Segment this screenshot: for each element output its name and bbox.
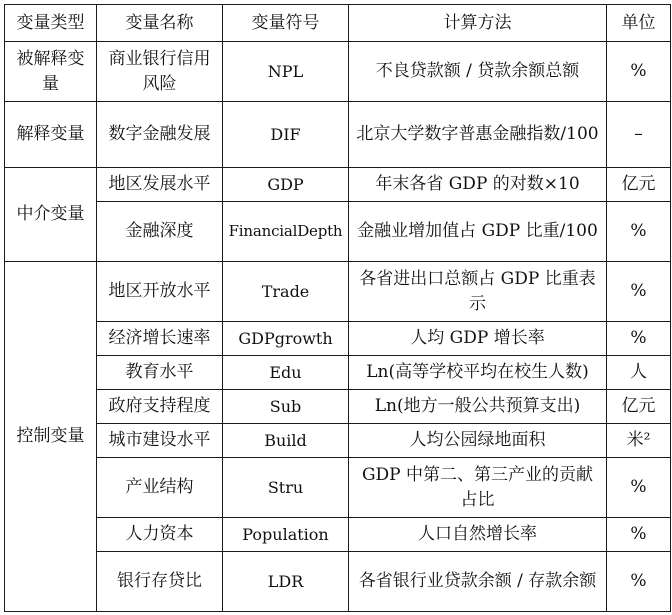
table-row — [5, 202, 671, 262]
calculation-method-cell: 各省银行业贷款余额 / 存款余额 — [349, 552, 607, 612]
calculation-method-cell: Ln(高等学校平均在校生人数) — [349, 356, 607, 390]
table-row — [5, 42, 671, 102]
calculation-method-cell: 不良贷款额 / 贷款余额总额 — [349, 42, 607, 102]
header-variable-type: 变量类型 — [5, 5, 97, 42]
variable-name-cell: 数字金融发展 — [97, 102, 223, 168]
variable-symbol-cell: NPL — [223, 42, 349, 102]
table-row — [5, 390, 671, 424]
variable-name-cell: 产业结构 — [97, 458, 223, 518]
variable-symbol-cell: GDP — [223, 168, 349, 202]
unit-cell: % — [607, 322, 671, 356]
calculation-method-cell: Ln(地方一般公共预算支出) — [349, 390, 607, 424]
calculation-method-cell: 人均公园绿地面积 — [349, 424, 607, 458]
header-unit: 单位 — [607, 5, 671, 42]
variable-symbol-cell: GDPgrowth — [223, 322, 349, 356]
calculation-method-cell: 人口自然增长率 — [349, 518, 607, 552]
unit-cell: % — [607, 458, 671, 518]
variable-name-cell: 政府支持程度 — [97, 390, 223, 424]
variable-symbol-cell: FinancialDepth — [223, 202, 349, 262]
variable-symbol-cell: Trade — [223, 262, 349, 322]
variable-name-cell: 人力资本 — [97, 518, 223, 552]
table-row — [5, 458, 671, 518]
variable-type-cell: 被解释变量 — [5, 42, 97, 102]
unit-cell: 人 — [607, 356, 671, 390]
unit-cell: % — [607, 202, 671, 262]
variable-name-cell: 银行存贷比 — [97, 552, 223, 612]
calculation-method-cell: GDP 中第二、第三产业的贡献占比 — [349, 458, 607, 518]
table-row — [5, 552, 671, 612]
table-row — [5, 424, 671, 458]
variable-name-cell: 教育水平 — [97, 356, 223, 390]
calculation-method-cell: 北京大学数字普惠金融指数/100 — [349, 102, 607, 168]
calculation-method-cell: 各省进出口总额占 GDP 比重表示 — [349, 262, 607, 322]
variable-type-cell: 解释变量 — [5, 102, 97, 168]
header-variable-symbol: 变量符号 — [223, 5, 349, 42]
unit-cell: 米² — [607, 424, 671, 458]
calculation-method-cell: 人均 GDP 增长率 — [349, 322, 607, 356]
unit-cell: % — [607, 518, 671, 552]
table-row — [5, 356, 671, 390]
variable-symbol-cell: DIF — [223, 102, 349, 168]
table-row — [5, 168, 671, 202]
variable-symbol-cell: Population — [223, 518, 349, 552]
table-row — [5, 518, 671, 552]
variable-name-cell: 金融深度 — [97, 202, 223, 262]
table-header-row — [5, 5, 671, 42]
table-row — [5, 322, 671, 356]
variable-symbol-cell: Sub — [223, 390, 349, 424]
variable-symbol-cell: LDR — [223, 552, 349, 612]
variable-symbol-cell: Build — [223, 424, 349, 458]
table-row — [5, 262, 671, 322]
table-row — [5, 102, 671, 168]
variable-definition-table — [4, 4, 671, 612]
variable-symbol-cell: Edu — [223, 356, 349, 390]
unit-cell: % — [607, 42, 671, 102]
header-variable-name: 变量名称 — [97, 5, 223, 42]
unit-cell: – — [607, 102, 671, 168]
header-calculation-method: 计算方法 — [349, 5, 607, 42]
unit-cell: % — [607, 552, 671, 612]
variable-name-cell: 地区发展水平 — [97, 168, 223, 202]
variable-name-cell: 城市建设水平 — [97, 424, 223, 458]
variable-type-cell: 控制变量 — [5, 262, 97, 612]
variable-type-cell: 中介变量 — [5, 168, 97, 262]
variable-symbol-cell: Stru — [223, 458, 349, 518]
unit-cell: 亿元 — [607, 168, 671, 202]
calculation-method-cell: 金融业增加值占 GDP 比重/100 — [349, 202, 607, 262]
unit-cell: % — [607, 262, 671, 322]
calculation-method-cell: 年末各省 GDP 的对数×10 — [349, 168, 607, 202]
variable-name-cell: 经济增长速率 — [97, 322, 223, 356]
variable-name-cell: 地区开放水平 — [97, 262, 223, 322]
unit-cell: 亿元 — [607, 390, 671, 424]
variable-name-cell: 商业银行信用风险 — [97, 42, 223, 102]
